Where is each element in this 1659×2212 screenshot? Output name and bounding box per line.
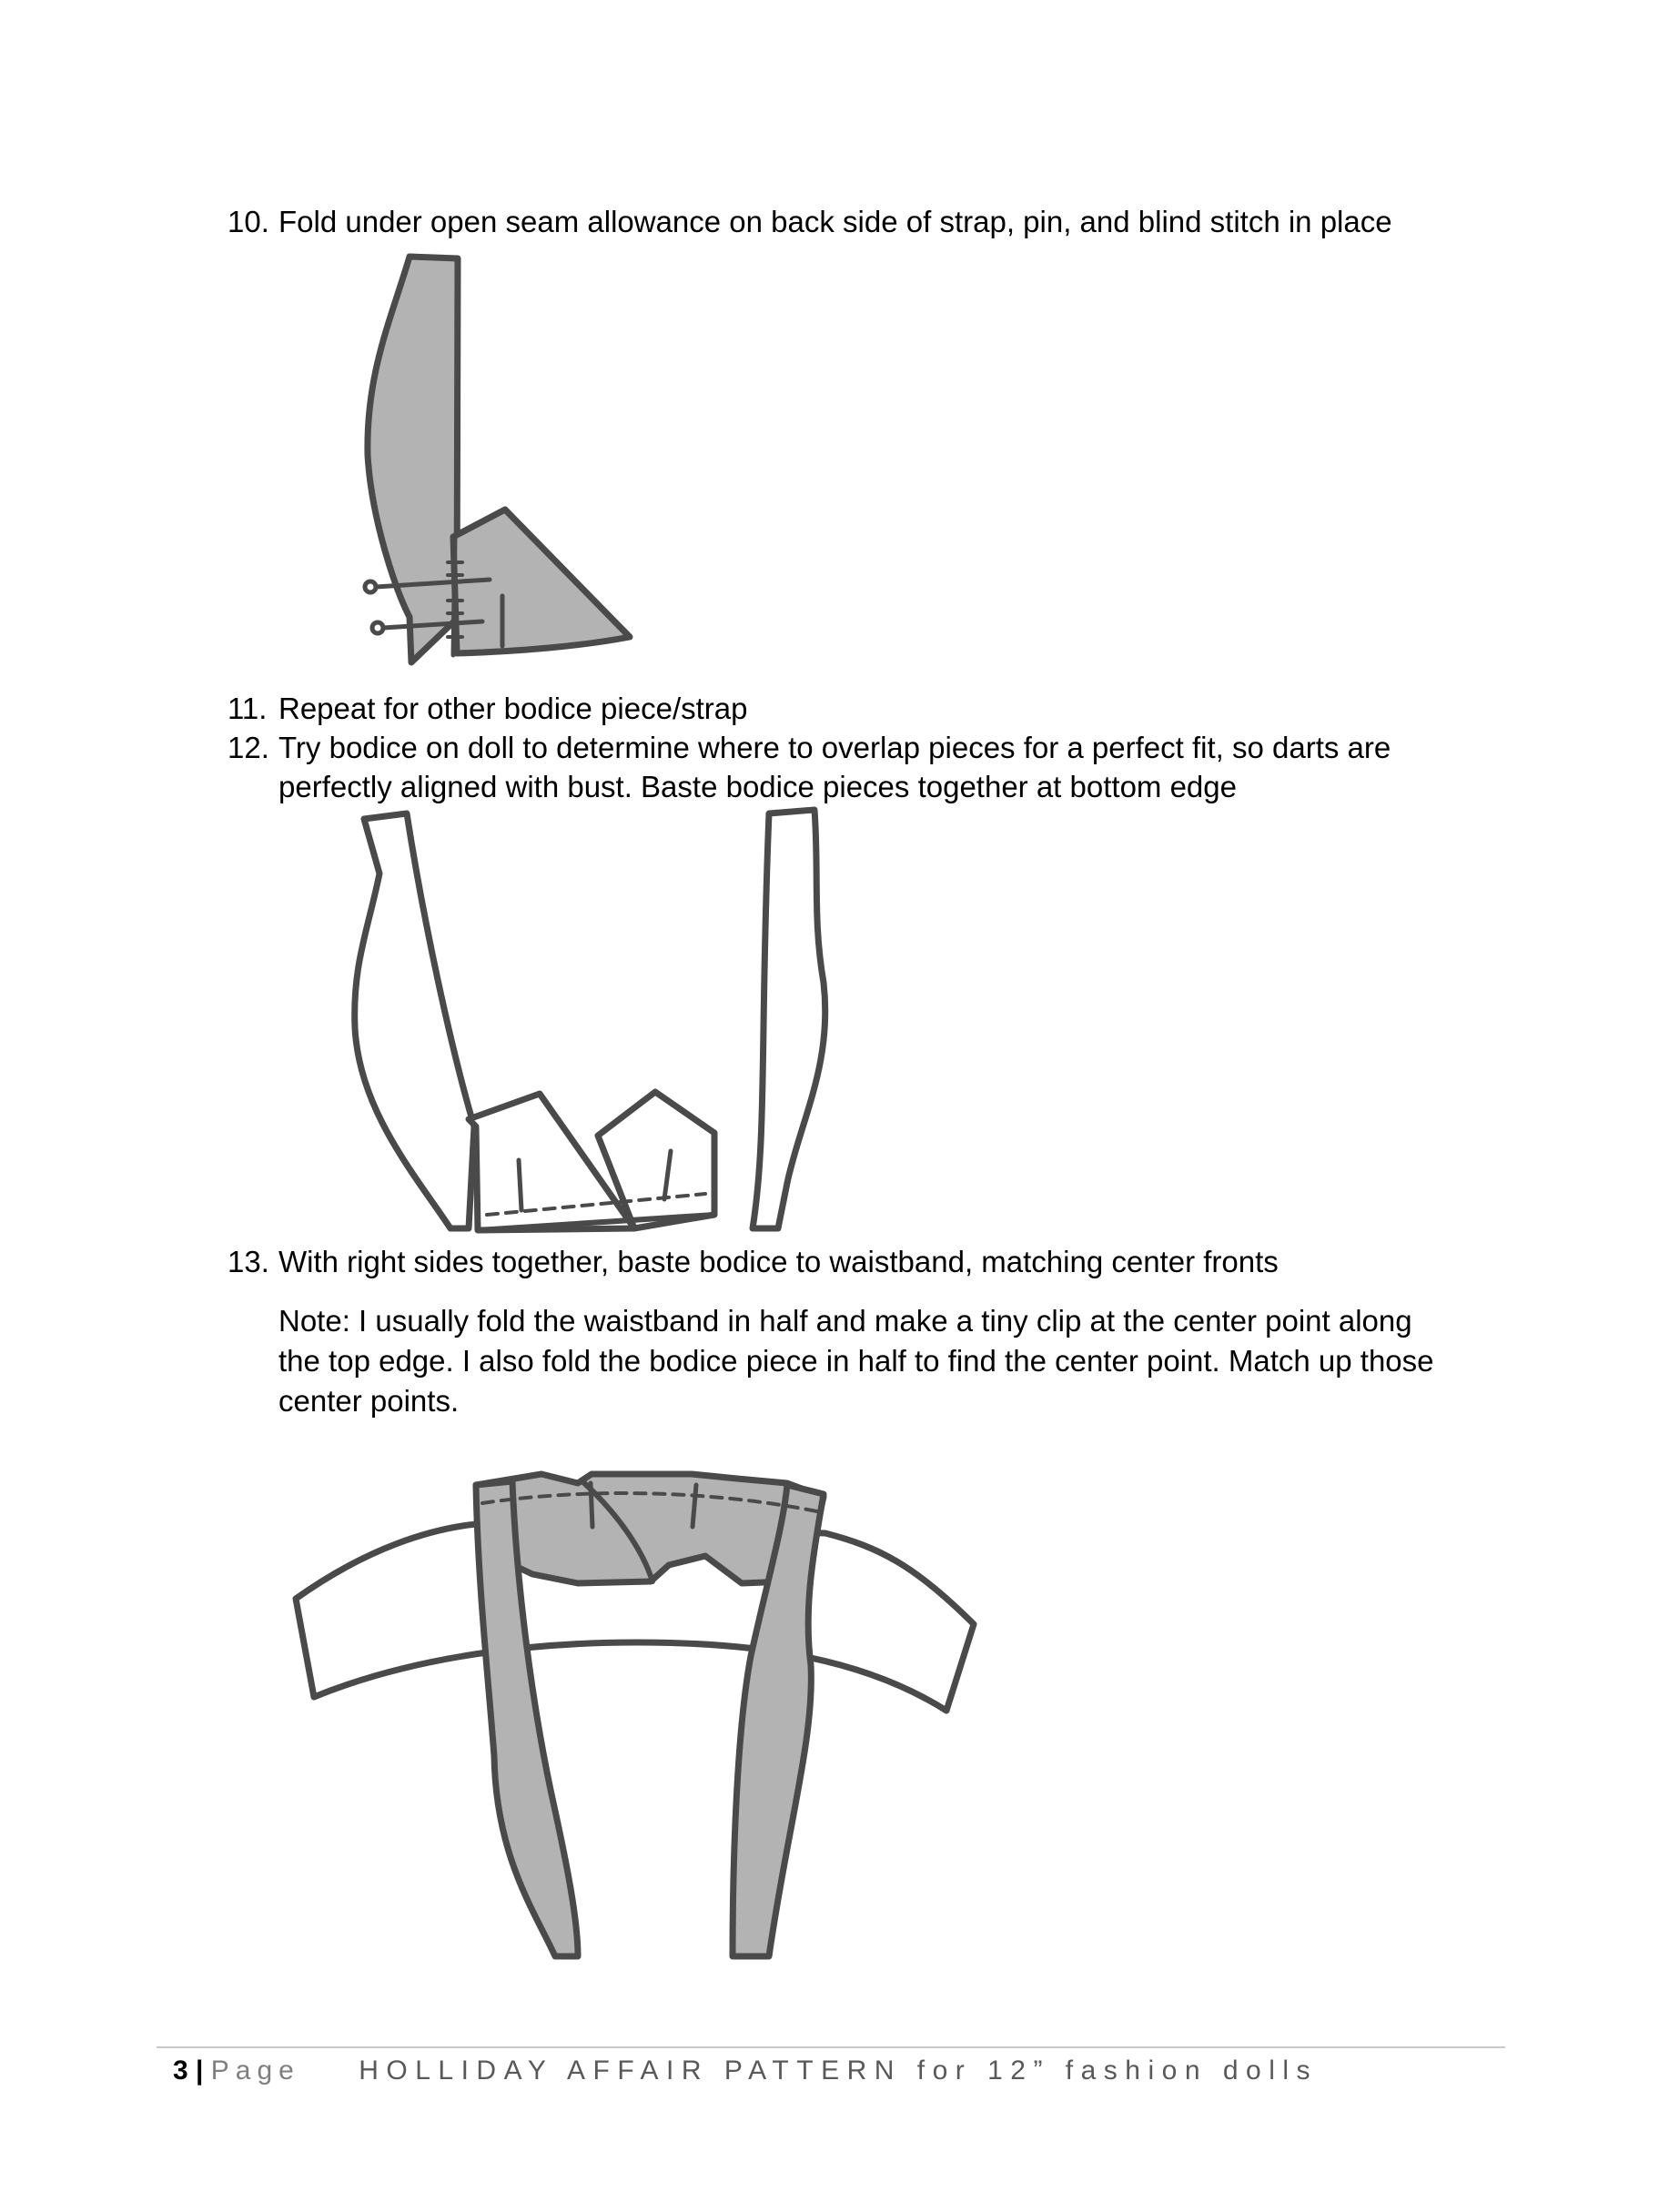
- note-line-2: the top edge. I also fold the bodice piece in half to find the center point. Match up those: [278, 1344, 1434, 1378]
- document-title: HOLLIDAY AFFAIR PATTERN for 12” fashion dolls: [359, 2055, 1319, 2086]
- step-number: 13.: [228, 1245, 269, 1278]
- page-label: Page: [210, 2055, 300, 2086]
- footer-divider: [157, 2046, 1505, 2048]
- note-line-3: center points.: [278, 1384, 460, 1418]
- step-text: Try bodice on doll to determine where to overlap pieces for a perfect fit, so darts are: [278, 731, 1391, 764]
- footer-separator: |: [196, 2055, 204, 2086]
- step-number: 12.: [228, 731, 269, 764]
- step-text: perfectly aligned with bust. Baste bodice pieces together at bottom edge: [278, 770, 1237, 803]
- strap-pinned-illustration: [346, 246, 646, 673]
- left-dart: [519, 1160, 521, 1210]
- step-number: 10.: [228, 205, 269, 238]
- bodice-overlap-illustration: [341, 801, 851, 1237]
- step-number: 11.: [228, 692, 268, 725]
- note-line-1: Note: I usually fold the waistband in half and make a tiny clip at the center point along: [278, 1304, 1412, 1338]
- left-strap: [355, 813, 474, 1228]
- step-text: Repeat for other bodice piece/strap: [278, 692, 748, 725]
- strap-piece: [368, 257, 458, 662]
- step-text: Fold under open seam allowance on back side of strap, pin, and blind stitch in place: [278, 205, 1392, 238]
- page-number: 3: [173, 2055, 188, 2086]
- right-strap: [753, 810, 825, 1228]
- page-footer: [173, 2053, 1318, 2089]
- bodice-waistband-illustration: [278, 1429, 987, 1975]
- left-dart: [591, 1483, 592, 1527]
- step-text: With right sides together, baste bodice to waistband, matching center fronts: [278, 1245, 1279, 1278]
